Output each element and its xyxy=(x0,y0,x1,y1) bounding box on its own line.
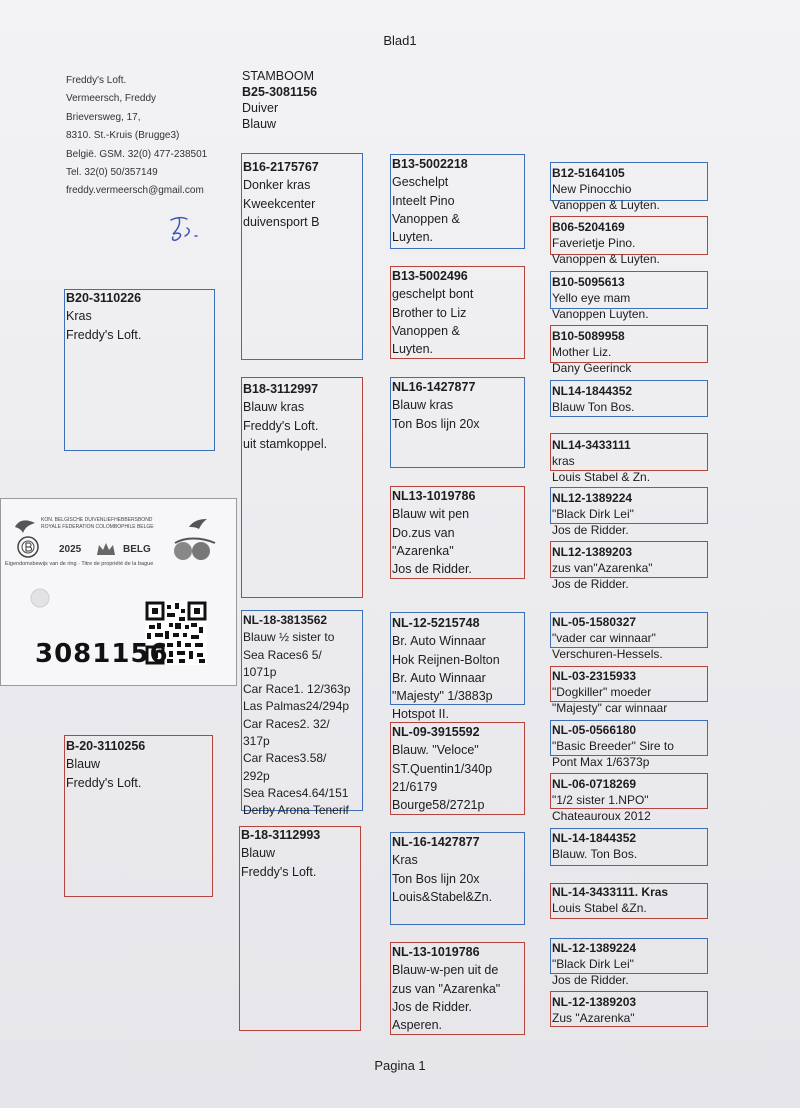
gen4-entry xyxy=(552,776,651,824)
page-footer: Pagina 1 xyxy=(374,1058,426,1073)
gen4-line: kras xyxy=(552,454,575,468)
gen4-ring: NL-06-0718269 xyxy=(552,777,637,791)
pedigree-ring: B25-3081156 xyxy=(242,85,318,99)
gen4-entry xyxy=(552,884,668,916)
gen2-line: Sea Races6 5/ xyxy=(243,647,322,662)
gen3-entry xyxy=(392,614,500,724)
dam-ring: B-20-3110256 xyxy=(66,739,146,753)
gen4-entry xyxy=(552,830,637,862)
gen2-ring: NL-18-3813562 xyxy=(243,613,328,627)
gen3-line: Blauw kras xyxy=(392,398,454,413)
gen3-line: Br. Auto Winnaar xyxy=(392,634,486,649)
gen3-line: Brother to Liz xyxy=(392,305,467,320)
gen2-entry xyxy=(243,158,319,231)
card-year: 2025 xyxy=(59,544,82,555)
gen2-line: Car Races3.58/ xyxy=(243,751,327,766)
gen2-line: Sea Races4.64/151 xyxy=(243,785,349,800)
gen4-line: Yello eye mam xyxy=(552,291,631,305)
gen3-line: Jos de Ridder. xyxy=(392,562,472,577)
gen4-ring: NL12-1389203 xyxy=(552,545,633,559)
gen3-line: Vanoppen & xyxy=(392,211,460,226)
gen4-line: Louis Stabel & Zn. xyxy=(552,470,651,484)
gen4-entry xyxy=(552,940,636,988)
gen3-line: Bourge58/2721p xyxy=(392,798,485,813)
gen4-ring: NL12-1389224 xyxy=(552,491,633,505)
owner-loft-name: Freddy's Loft. xyxy=(66,75,127,86)
gen2-ring: B16-2175767 xyxy=(243,160,319,174)
dam-line: Blauw xyxy=(66,757,101,772)
gen2-line: uit stamkoppel. xyxy=(243,436,328,451)
seal-b-icon xyxy=(15,535,41,559)
gen3-ring: NL-13-1019786 xyxy=(392,945,480,959)
gen4-entry xyxy=(552,490,634,538)
gen3-line: Vanoppen & xyxy=(392,323,460,338)
gen4-ring: NL-12-1389203 xyxy=(552,995,637,1009)
gen4-entry xyxy=(552,994,636,1026)
gen2-line: duivensport B xyxy=(243,214,320,229)
bird-emblem-icon xyxy=(187,515,209,533)
card-org-line: ROYALE FEDERATION COLOMBOPHILE BELGE xyxy=(41,524,154,530)
pigeon-mark-icon xyxy=(171,537,219,561)
gen4-line: "Majesty" car winnaar xyxy=(552,701,668,715)
gen2-line: Freddy's Loft. xyxy=(243,418,319,433)
gen4-line: "Black Dirk Lei" xyxy=(552,957,634,971)
gen3-ring: B13-5002218 xyxy=(392,157,468,171)
gen2-line: Car Races2. 32/ xyxy=(243,716,330,731)
ring-number: 3081156 xyxy=(35,639,169,669)
gen2-line: Blauw xyxy=(241,846,276,861)
gen3-line: Geschelpt xyxy=(392,175,449,190)
gen4-ring: NL-14-3433111. Kras xyxy=(552,885,669,899)
gen3-entry xyxy=(392,155,468,246)
gen2-entry xyxy=(243,612,350,820)
gen2-line: Freddy's Loft. xyxy=(241,864,317,879)
gen4-entry xyxy=(552,328,631,376)
sheet-title: Blad1 xyxy=(383,33,417,48)
gen4-line: zus van"Azarenka" xyxy=(552,561,653,575)
gen2-line: Kweekcenter xyxy=(243,196,316,211)
gen2-line: Car Race1. 12/363p xyxy=(243,682,351,697)
gen3-line: zus van "Azarenka" xyxy=(392,981,501,996)
pedigree-header xyxy=(242,68,317,132)
gen4-line: Louis Stabel &Zn. xyxy=(552,901,647,915)
gen3-line: Blauw-w-pen uit de xyxy=(392,963,499,978)
gen3-entry xyxy=(392,833,492,906)
gen4-line: Dany Geerinck xyxy=(552,361,632,375)
gen3-ring: NL16-1427877 xyxy=(392,380,476,394)
gen4-line: Blauw. Ton Bos. xyxy=(552,847,638,861)
gen4-line: "Basic Breeder" Sire to xyxy=(552,739,674,753)
gen2-entry xyxy=(243,380,327,453)
gen4-line: Faverietje Pino. xyxy=(552,236,636,250)
gen2-line: 292p xyxy=(243,768,270,783)
gen4-line: Vanoppen Luyten. xyxy=(552,307,649,321)
gen3-line: Ton Bos lijn 20x xyxy=(392,871,480,886)
gen4-entry xyxy=(552,383,635,415)
gen3-line: "Majesty" 1/3883p xyxy=(392,689,493,704)
dam-entry xyxy=(66,737,145,792)
owner-city: 8310. St.-Kruis (Brugge3) xyxy=(66,130,180,142)
gen2-line: Derby Arona Tenerif xyxy=(243,803,349,818)
gen3-line: geschelpt bont xyxy=(392,287,474,302)
gen4-line: Vanoppen & Luyten. xyxy=(552,252,660,266)
gen3-line: Ton Bos lijn 20x xyxy=(392,416,480,431)
gen3-entry xyxy=(392,943,500,1034)
gen4-ring: B10-5089958 xyxy=(552,329,625,343)
gen2-line: Donker kras xyxy=(243,178,311,193)
owner-name: Vermeersch, Freddy xyxy=(66,93,157,105)
gen3-ring: B13-5002496 xyxy=(392,269,468,283)
gen4-ring: NL-12-1389224 xyxy=(552,941,637,955)
gen4-line: "Black Dirk Lei" xyxy=(552,507,634,521)
sire-line: Freddy's Loft. xyxy=(66,327,142,342)
gen3-line: Br. Auto Winnaar xyxy=(392,670,486,685)
gen4-ring: B10-5095613 xyxy=(552,275,625,289)
gen3-entry xyxy=(392,487,475,578)
gen3-entry xyxy=(392,723,492,814)
gen4-line: Pont Max 1/6373p xyxy=(552,755,650,769)
handwritten-signature xyxy=(165,210,205,250)
gen3-line: Inteelt Pino xyxy=(392,193,455,208)
gen3-line: Blauw wit pen xyxy=(392,507,470,522)
gen3-line: "Azarenka" xyxy=(392,543,454,558)
crown-icon xyxy=(95,541,117,557)
sire-entry xyxy=(66,289,141,344)
gen3-entry xyxy=(392,267,473,358)
gen4-ring: NL-05-0566180 xyxy=(552,723,637,737)
gen4-ring: B12-5164105 xyxy=(552,166,625,180)
gen4-entry xyxy=(552,544,653,592)
gen2-line: 317p xyxy=(243,734,270,749)
gen4-entry xyxy=(552,165,660,213)
card-property-line: Eigendomsbewijs van de ring · Titre de propriété de la bague xyxy=(5,561,154,567)
gen4-line: Blauw Ton Bos. xyxy=(552,400,635,414)
gen4-ring: NL-03-2315933 xyxy=(552,669,637,683)
owner-email: freddy.vermeersch@gmail.com xyxy=(66,185,204,197)
pedigree-title: STAMBOOM xyxy=(242,69,314,83)
pedigree-color: Blauw xyxy=(242,117,277,131)
gen3-line: Asperen. xyxy=(392,1018,443,1033)
gen4-ring: NL-14-1844352 xyxy=(552,831,637,845)
gen4-line: Verschuren-Hessels. xyxy=(552,647,663,661)
gen3-line: Luyten. xyxy=(392,230,434,245)
gen3-line: 21/6179 xyxy=(392,779,438,794)
sire-ring: B20-3110226 xyxy=(66,291,142,305)
gen3-ring: NL13-1019786 xyxy=(392,489,476,503)
gen3-line: Hok Reijnen-Bolton xyxy=(392,652,500,667)
gen2-line: Blauw kras xyxy=(243,400,305,415)
card-org-line: KON. BELGISCHE DUIVENLIEFHEBBERSBOND xyxy=(41,517,153,523)
owner-phone: Tel. 32(0) 50/357149 xyxy=(66,167,158,179)
owner-gsm: België. GSM. 32(0) 477-238501 xyxy=(66,148,208,160)
gen4-line: Chateauroux 2012 xyxy=(552,809,651,823)
gen3-ring: NL-16-1427877 xyxy=(392,835,480,849)
gen3-ring: NL-12-5215748 xyxy=(392,616,480,630)
dam-line: Freddy's Loft. xyxy=(66,775,142,790)
gen4-entry xyxy=(552,614,663,662)
gen4-line: "1/2 sister 1.NPO" xyxy=(552,793,649,807)
card-country: BELG xyxy=(123,544,151,555)
gen2-ring: B18-3112997 xyxy=(243,382,319,396)
gen4-line: New Pinocchio xyxy=(552,182,632,196)
gen2-entry xyxy=(241,826,320,881)
gen4-entry xyxy=(552,219,660,267)
gen4-entry xyxy=(552,668,667,716)
gen3-line: Blauw. "Veloce" xyxy=(392,743,479,758)
gen3-line: ST.Quentin1/340p xyxy=(392,761,493,776)
gen3-line: Louis&Stabel&Zn. xyxy=(392,889,493,904)
gen2-ring: B-18-3112993 xyxy=(241,828,321,842)
gen4-ring: NL-05-1580327 xyxy=(552,615,637,629)
gen4-line: Jos de Ridder. xyxy=(552,577,629,591)
federation-logo-icon xyxy=(13,517,37,537)
gen3-line: Do.zus van xyxy=(392,525,455,540)
gen4-line: Mother Liz. xyxy=(552,345,612,359)
gen3-line: Kras xyxy=(392,853,418,868)
gen4-ring: NL14-1844352 xyxy=(552,384,633,398)
gen3-entry xyxy=(392,378,480,433)
sire-line: Kras xyxy=(66,309,92,324)
gen4-entry xyxy=(552,437,650,485)
gen4-ring: NL14-3433111 xyxy=(552,438,631,452)
gen4-line: "Dogkiller" moeder xyxy=(552,685,652,699)
gen4-line: "vader car winnaar" xyxy=(552,631,656,645)
owner-address-block xyxy=(66,72,207,201)
gen4-entry xyxy=(552,722,674,770)
gen3-line: Luyten. xyxy=(392,342,434,357)
ring-ownership-card xyxy=(0,498,237,686)
gen3-ring: NL-09-3915592 xyxy=(392,725,480,739)
gen2-line: Las Palmas24/294p xyxy=(243,699,350,714)
gen2-line: Blauw ½ sister to xyxy=(243,630,335,645)
gen3-line: Hotspot II. xyxy=(392,707,449,722)
gen3-line: Jos de Ridder. xyxy=(392,999,472,1014)
gen4-line: Jos de Ridder. xyxy=(552,973,629,987)
gen4-line: Zus "Azarenka" xyxy=(552,1011,635,1025)
gen4-ring: B06-5204169 xyxy=(552,220,625,234)
hologram-seal-icon xyxy=(29,587,51,609)
owner-street: Brieversweg, 17, xyxy=(66,111,141,123)
gen4-entry xyxy=(552,274,649,322)
pedigree-sex: Duiver xyxy=(242,101,279,115)
gen2-line: 1071p xyxy=(243,664,277,679)
gen4-line: Vanoppen & Luyten. xyxy=(552,198,660,212)
gen4-line: Jos de Ridder. xyxy=(552,523,629,537)
